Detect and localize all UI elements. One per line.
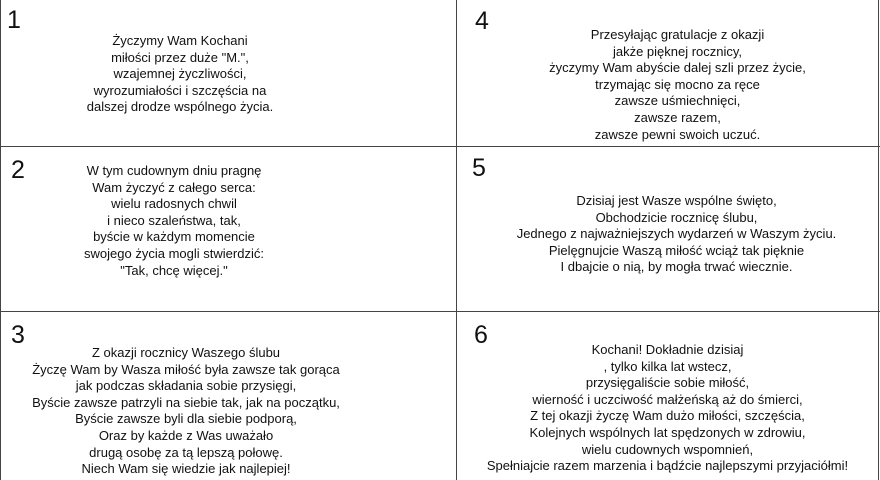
greeting-line: przysięgaliście sobie miłość, bbox=[585, 375, 750, 391]
greeting-line: swojego życia mogli stwierdzić: bbox=[84, 245, 264, 261]
greeting-line: wielu radosnych chwil bbox=[111, 196, 237, 212]
greeting-line: wzajemnej życzliwości, bbox=[113, 66, 247, 82]
greeting-card-5 bbox=[457, 147, 878, 311]
greeting-line: Życzymy Wam Kochani bbox=[112, 33, 248, 48]
greeting-line: życzymy Wam abyście dalej szli przez życie, bbox=[549, 60, 806, 76]
greeting-line: Kolejnych wspólnych lat spędzonych w zdrowiu, bbox=[529, 424, 806, 440]
greeting-card-1 bbox=[0, 0, 456, 146]
greeting-line: wyrozumiałości i szczęścia na bbox=[93, 82, 267, 98]
greeting-text bbox=[0, 345, 414, 478]
greeting-line: miłości przez duże "M.", bbox=[111, 49, 249, 65]
greeting-line: Dzisiaj jest Wasze wspólne święto, bbox=[576, 193, 777, 208]
greeting-text bbox=[457, 342, 878, 475]
greeting-line: jak podczas składania sobie przysięgi, bbox=[75, 378, 297, 394]
greeting-line: Jednego z najważniejszych wydarzeń w Waszym życiu. bbox=[516, 226, 837, 242]
greeting-line: jakże pięknej rocznicy, bbox=[612, 43, 743, 59]
card-number: 1 bbox=[7, 6, 21, 34]
greeting-card-2 bbox=[0, 147, 456, 311]
greeting-line: I dbajcie o nią, by mogła trwać wiecznie. bbox=[560, 259, 793, 275]
greeting-card-3 bbox=[0, 312, 456, 480]
greeting-line: Oraz by każde z Was uważało bbox=[98, 427, 274, 443]
card-number: 5 bbox=[472, 154, 486, 182]
greeting-line: Wam życzyć z całego serca: bbox=[92, 179, 256, 195]
greeting-line: zawsze pewni swoich uczuć. bbox=[594, 126, 761, 142]
greeting-line: Przesyłając gratulacje z okazji bbox=[590, 27, 765, 42]
greeting-line: Byście zawsze byli dla siebie podporą, bbox=[75, 411, 297, 427]
greeting-line: Życzę Wam by Wasza miłość była zawsze tak gorąca bbox=[32, 361, 340, 377]
greeting-line: Pielęgnujcie Waszą miłość wciąż tak pięknie bbox=[548, 242, 805, 258]
card-number: 3 bbox=[11, 321, 25, 349]
greeting-text bbox=[0, 163, 402, 279]
greeting-line: Spełniajcie razem marzenia i bądźcie najlepszymi przyjaciółmi! bbox=[486, 458, 849, 474]
greeting-line: Kochani! Dokładnie dzisiaj bbox=[591, 342, 744, 357]
greeting-line: trzymając się mocno za ręce bbox=[595, 76, 760, 92]
greeting-line: dalszej drodze wspólnego życia. bbox=[86, 99, 274, 115]
greeting-text bbox=[0, 33, 408, 116]
greeting-line: wielu cudownych wspomnień, bbox=[581, 441, 754, 457]
greeting-line: drugą osobę za tą lepszą połowę. bbox=[89, 444, 283, 460]
greeting-line: Byście zawsze patrzyli na siebie tak, jak na początku, bbox=[32, 394, 340, 410]
greeting-line: "Tak, chcę więcej." bbox=[120, 262, 228, 278]
greeting-line: , tylko kilka lat wstecz, bbox=[603, 358, 732, 374]
greeting-line: W tym cudownym dniu pragnę bbox=[86, 163, 262, 178]
greeting-line: zawsze uśmiechnięci, bbox=[614, 93, 741, 109]
greeting-line: byście w każdym momencie bbox=[93, 229, 255, 245]
greeting-line: Z tej okazji życzę Wam dużo miłości, szczęścia, bbox=[530, 408, 805, 424]
card-number: 2 bbox=[11, 156, 25, 184]
greeting-card-6 bbox=[457, 312, 878, 480]
greeting-line: zawsze razem, bbox=[634, 109, 721, 125]
greeting-line: i nieco szaleństwa, tak, bbox=[107, 212, 241, 228]
greeting-line: Obchodzicie rocznicę ślubu, bbox=[595, 209, 758, 225]
greeting-card-4 bbox=[457, 0, 878, 146]
greeting-line: Z okazji rocznicy Waszego ślubu bbox=[91, 345, 281, 360]
greeting-text bbox=[467, 27, 880, 143]
greeting-text bbox=[466, 193, 880, 276]
greeting-line: Niech Wam się wiedzie jak najlepiej! bbox=[81, 461, 291, 477]
card-number: 4 bbox=[475, 7, 489, 35]
card-number: 6 bbox=[474, 321, 488, 349]
greeting-line: wierność i uczciwość małżeńską aż do śmierci, bbox=[532, 391, 803, 407]
